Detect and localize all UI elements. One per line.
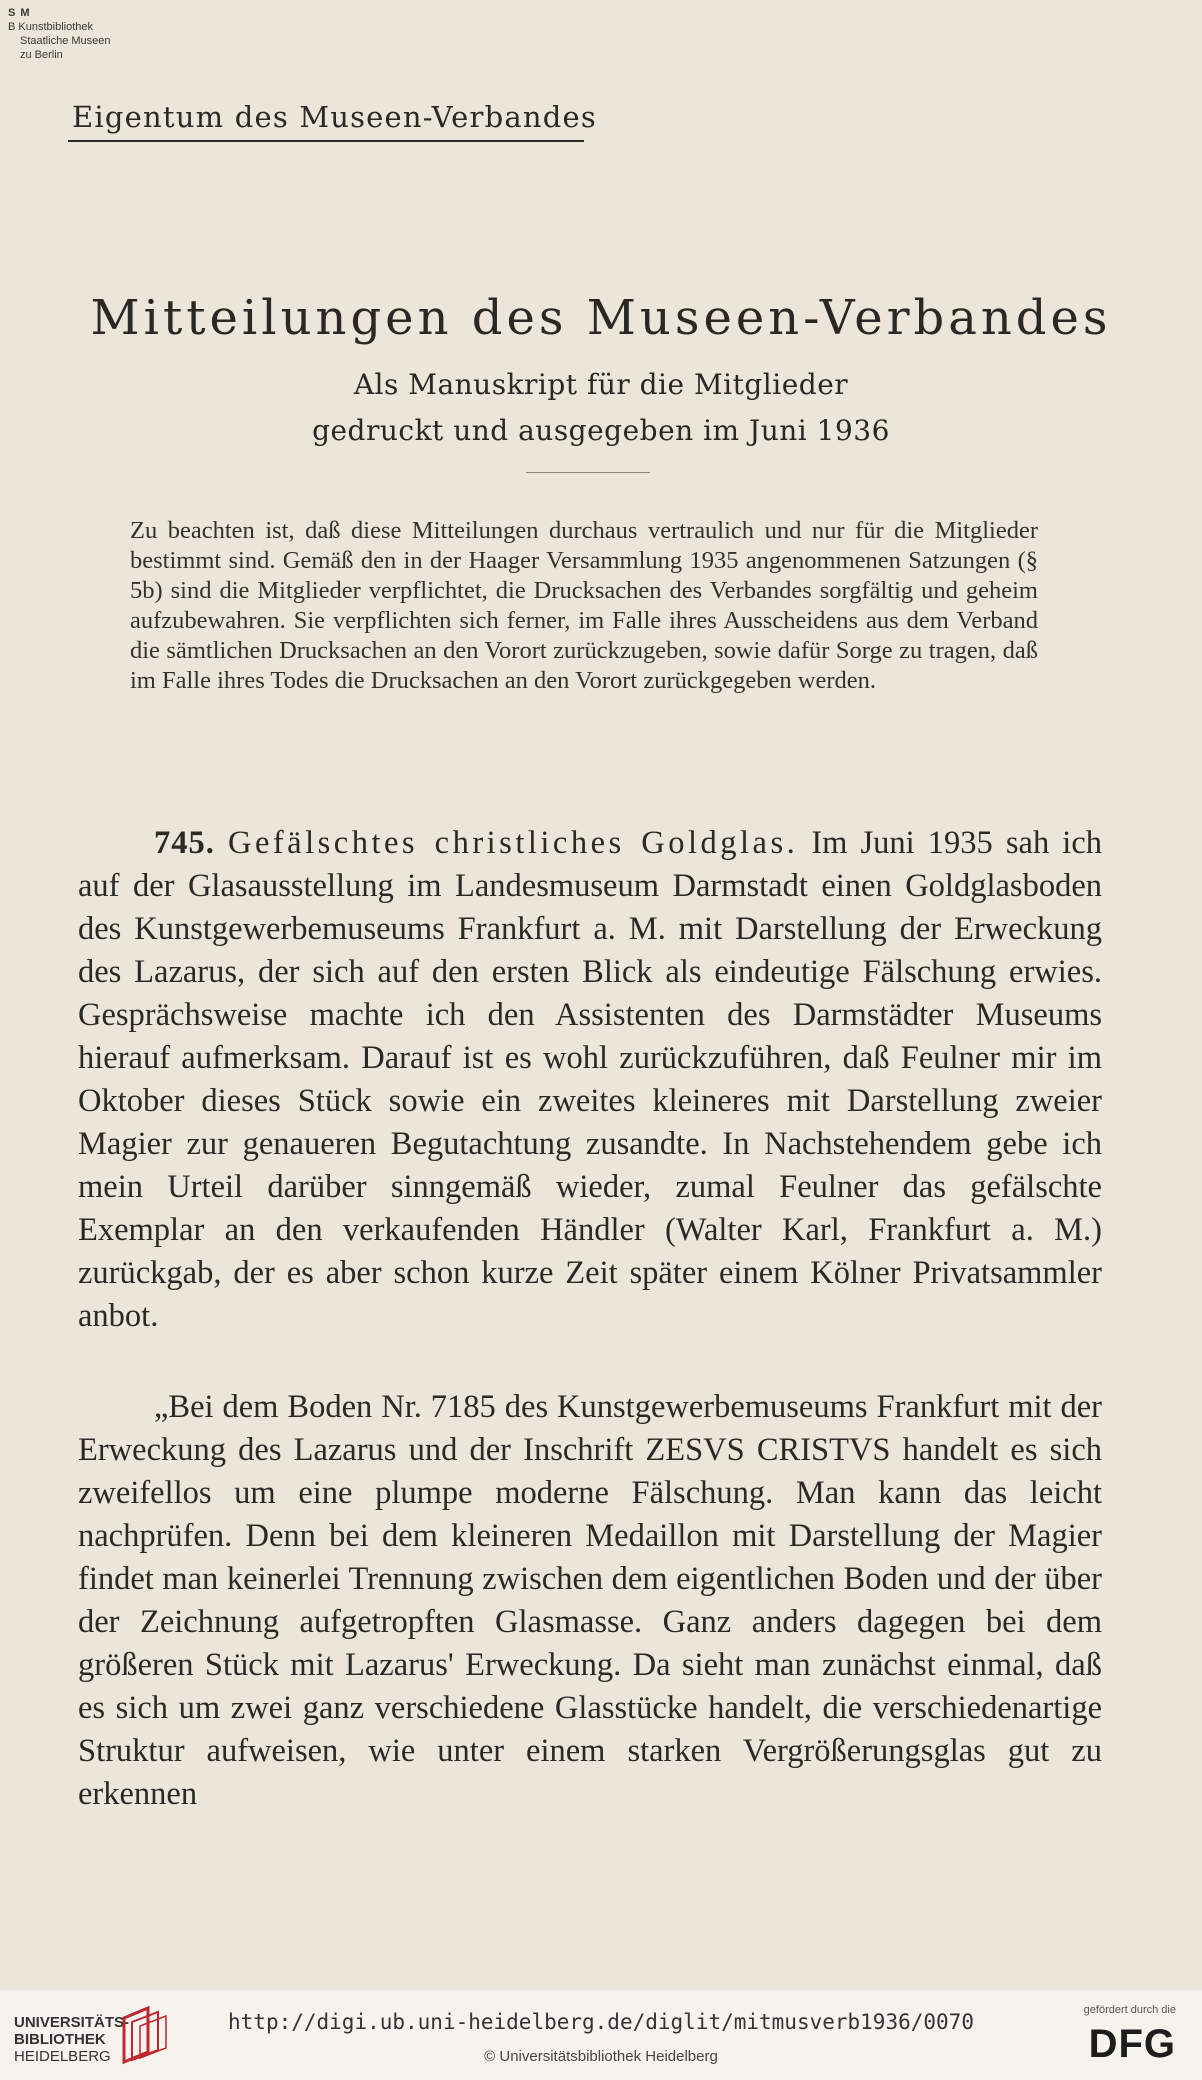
- library-logo-line: BIBLIOTHEK: [14, 2031, 106, 2048]
- source-url-link[interactable]: http://digi.ub.uni-heidelberg.de/diglit/mitmusverb1936/0070: [228, 2010, 974, 2034]
- page-title: Mitteilungen des Museen-Verbandes: [90, 290, 1112, 346]
- entry-paragraph-1: [78, 822, 1102, 1338]
- dfg-logo: DFG: [1088, 2022, 1176, 2066]
- ownership-underline: [68, 140, 584, 142]
- stamp-line: S M: [8, 7, 31, 19]
- stamp-line: B Kunstbibliothek: [8, 21, 93, 33]
- entry-paragraph-1-text: Im Juni 1935 sah ich auf der Glasausstellung im Landesmuseum Darmstadt einen Goldglasboden des Kunstgewerbemuseums Frankfurt a. M. mit Darstellung der Erweckung des Lazarus, der sich auf den ersten Blick als eindeutige Fälschung erwies. Gesprächsweise machte ich den Assistenten des Darmstädter Museums hierauf aufmerksam. Darauf ist es wohl zurückzuführen, daß Feulner mir im Oktober dieses Stück sowie ein zweites kleineres mit Darstellung zweier Magier zur genaueren Begutachtung zusandte. In Nachstehendem gebe ich mein Urteil darüber sinngemäß wieder, zumal Feulner das gefälschte Exemplar an den verkaufenden Händler (Walter Karl, Frankfurt a. M.) zurückgab, der es aber schon kurze Zeit später einem Kölner Privatsammler anbot.: [78, 825, 1103, 1334]
- stamp-line: zu Berlin: [20, 49, 63, 61]
- subtitle-line-1: Als Manuskript für die Mitglieder: [353, 368, 849, 401]
- library-stamp: [8, 6, 111, 62]
- footer: [0, 1990, 1202, 2080]
- funding-label: gefördert durch die: [1083, 2004, 1176, 2016]
- entry-paragraph-2: „Bei dem Boden Nr. 7185 des Kunstgewerbemuseums Frankfurt mit der Erweckung des Lazarus und der Inschrift ZESVS CRISTVS handelt es sich zweifellos um eine plumpe moderne Fälschung. Man kann das leicht nachprüfen. Denn bei dem kleineren Medaillon mit Darstellung der Magier findet man keinerlei Trennung zwischen dem eigentlichen Boden und der über der Zeichnung aufgetropften Glasmasse. Ganz anders dagegen bei dem größeren Stück mit Lazarus' Erweckung. Da sieht man zunächst einmal, daß es sich um zwei ganz verschiedene Glasstücke handelt, die verschiedenartige Struktur aufweisen, wie unter einem starken Vergrößerungsglas gut zu erkennen: [78, 1389, 1102, 1812]
- subtitle-line-2: gedruckt und ausgegeben im Juni 1936: [312, 414, 890, 447]
- title-divider: [526, 472, 650, 473]
- stamp-line: Staatliche Museen: [20, 35, 111, 47]
- library-logo-line: HEIDELBERG: [14, 2048, 111, 2065]
- entry-number: 745.: [154, 825, 215, 861]
- copyright-text: © Universitätsbibliothek Heidelberg: [484, 2048, 718, 2065]
- confidentiality-notice: Zu beachten ist, daß diese Mitteilungen durchaus vertraulich und nur für die Mitglieder bestimmt sind. Gemäß den in der Haager Versammlung 1935 angenommenen Satzungen (§ 5b) sind die Mitglieder verpflichtet, die Drucksachen des Verbandes sorgfältig und geheim aufzubewahren. Sie verpflichten sich ferner, im Falle ihres Ausscheidens aus dem Verband die sämtlichen Drucksachen an den Vorort zurückzugeben, sowie dafür Sorge zu tragen, daß im Falle ihres Todes die Drucksachen an den Vorort zurückgegeben werden.: [130, 517, 1038, 694]
- entry-title: Gefälschtes christliches Goldglas.: [227, 825, 799, 861]
- library-logo-line: UNIVERSITÄTS-: [14, 2014, 130, 2031]
- ownership-heading: Eigentum des Museen-Verbandes: [72, 100, 597, 134]
